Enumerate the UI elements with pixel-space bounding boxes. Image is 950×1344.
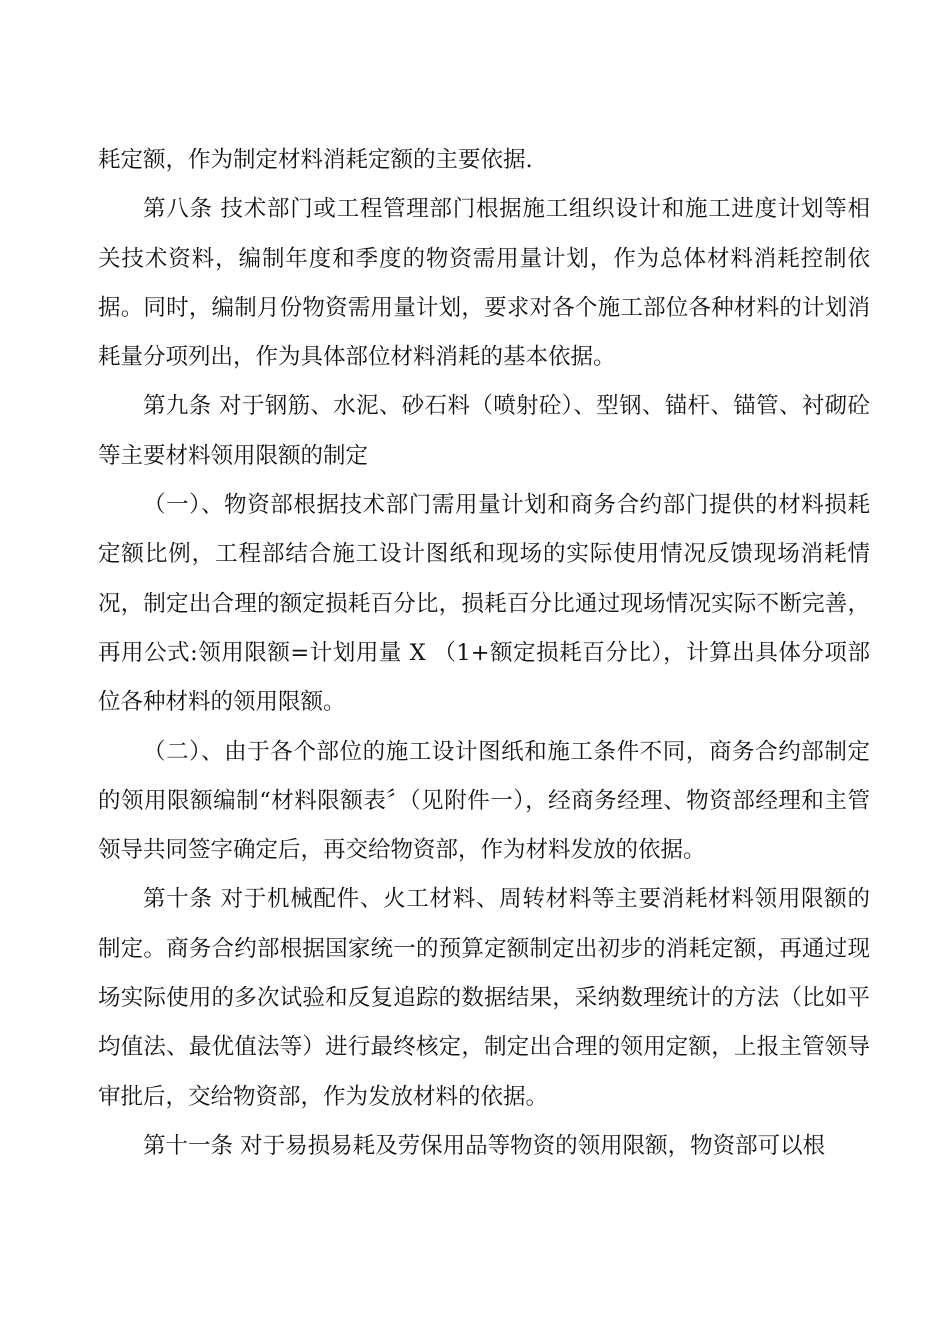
text-line: 耗情况，制定出合理的额定损耗百分比，损耗百分比通过现场情况实际不断 — [98, 541, 870, 617]
text-line: 的制定。商务合约部根据国家统一的预算定额制定出初步的消耗定额，再通 — [98, 886, 870, 962]
text-line: 第十一条 对于易损易耗及劳保用品等物资的领用限额，物资部可以根 — [143, 1132, 826, 1159]
text-line: 报主管领导审批后，交给物资部，作为发放材料的依据。 — [98, 1034, 870, 1110]
text-line: 体分项部位各种材料的领用限额。 — [98, 639, 870, 716]
text-line: 理和主管领导共同签字确定后，再交给物资部，作为材料发放的依据。 — [98, 787, 870, 864]
paragraph-article-10 — [98, 875, 870, 1121]
text-line: 过现场实际使用的多次试验和反复追踪的数据结果，采纳数理统计的方法 — [98, 935, 870, 1012]
text-line: 第九条 对于钢筋、水泥、砂石料（喷射砼）、型钢、锚杆、锚管、衬 — [143, 393, 825, 420]
text-line: 依据。同时，编制月份物资需用量计划，要求对各个施工部位各种材料的计 — [98, 245, 870, 321]
text-line: （比如平均值法、最优值法等）进行最终核定，制定出合理的领用定额，上 — [98, 985, 870, 1061]
paragraph-item-1 — [98, 481, 870, 727]
text-line: 第十条 对于机械配件、火工材料、周转材料等主要消耗材料领用限额 — [143, 886, 848, 913]
paragraph-article-11 — [98, 1122, 870, 1171]
paragraph-continuation — [98, 136, 870, 185]
text-line: 第八条 技术部门或工程管理部门根据施工组织设计和施工进度计划等 — [143, 196, 848, 223]
paragraph-article-9 — [98, 382, 870, 481]
text-line: （二）、由于各个部位的施工设计图纸和施工条件不同，商务合约部 — [143, 738, 825, 765]
paragraph-item-2 — [98, 728, 870, 876]
document-body — [98, 136, 870, 1171]
text-line: 耗定额，作为制定材料消耗定额的主要依据. — [98, 147, 533, 173]
text-line: 完善，再用公式:领用限额=计划用量 X （1+额定损耗百分比），计算出具 — [98, 590, 870, 666]
text-line: 砌砼等主要材料领用限额的制定 — [98, 393, 870, 469]
text-line: 相关技术资料，编制年度和季度的物资需用量计划，作为总体材料消耗控制 — [98, 196, 870, 272]
text-line: 制定的领用限额编制“材料限额表〞（见附件一），经商务经理、物资部经 — [98, 738, 870, 814]
text-line: 划消耗量分项列出，作为具体部位材料消耗的基本依据。 — [98, 294, 870, 371]
text-line: （一）、物资部根据技术部门需用量计划和商务合约部门提供的材料 — [143, 492, 825, 519]
text-line: 损耗定额比例，工程部结合施工设计图纸和现场的实际使用情况反馈现场消 — [98, 492, 870, 568]
paragraph-article-8 — [98, 185, 870, 382]
